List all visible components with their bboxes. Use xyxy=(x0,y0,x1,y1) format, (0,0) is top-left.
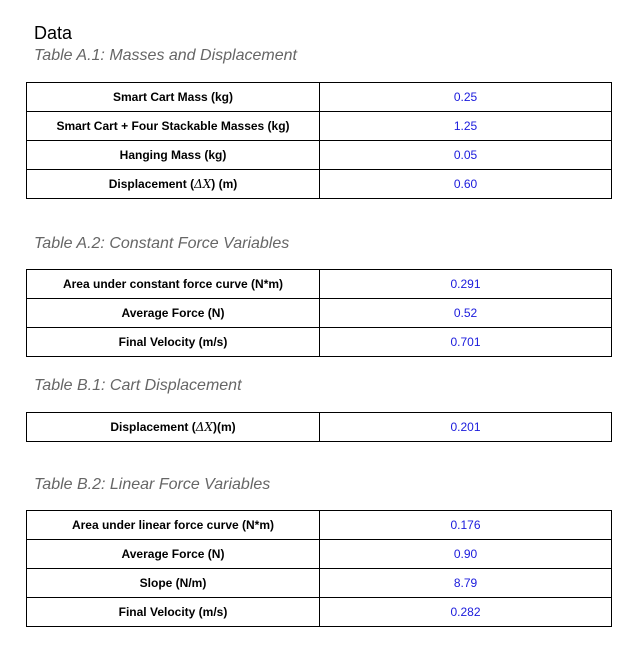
table-a1-caption: Table A.1: Masses and Displacement xyxy=(34,47,297,64)
row-value: 0.52 xyxy=(320,299,612,328)
label-text: ) (m) xyxy=(211,177,238,191)
table-row xyxy=(27,170,612,199)
row-label: Average Force (N) xyxy=(27,299,320,328)
table-row xyxy=(27,569,612,598)
label-text: Displacement ( xyxy=(108,177,195,191)
row-label: Area under constant force curve (N*m) xyxy=(27,270,320,299)
label-text: Displacement ( xyxy=(110,420,196,434)
row-value: 0.282 xyxy=(320,598,612,627)
table-row xyxy=(27,112,612,141)
label-text: )(m) xyxy=(212,420,236,434)
delta-x-symbol: ΔX xyxy=(195,420,213,434)
row-value: 0.176 xyxy=(320,511,612,540)
table-b1-caption: Table B.1: Cart Displacement xyxy=(34,377,242,394)
row-value: 0.701 xyxy=(320,328,612,357)
row-label: Final Velocity (m/s) xyxy=(27,598,320,627)
row-value: 0.201 xyxy=(320,413,612,442)
row-label xyxy=(27,413,320,442)
row-value: 0.90 xyxy=(320,540,612,569)
table-row xyxy=(27,413,612,442)
row-value: 8.79 xyxy=(320,569,612,598)
delta-x-symbol: ΔX xyxy=(194,177,212,191)
table-row xyxy=(27,598,612,627)
table-row xyxy=(27,328,612,357)
table-row xyxy=(27,141,612,170)
row-value: 0.291 xyxy=(320,270,612,299)
table-a1 xyxy=(26,82,612,199)
table-row xyxy=(27,511,612,540)
table-row xyxy=(27,83,612,112)
row-value: 0.25 xyxy=(320,83,612,112)
row-value: 0.05 xyxy=(320,141,612,170)
table-row xyxy=(27,270,612,299)
row-label: Average Force (N) xyxy=(27,540,320,569)
table-row xyxy=(27,299,612,328)
row-value: 0.60 xyxy=(320,170,612,199)
row-label: Hanging Mass (kg) xyxy=(27,141,320,170)
row-label xyxy=(27,170,320,199)
table-b1 xyxy=(26,412,612,442)
row-label: Final Velocity (m/s) xyxy=(27,328,320,357)
table-a2-caption: Table A.2: Constant Force Variables xyxy=(34,235,290,252)
data-heading: Data xyxy=(34,23,73,43)
row-label: Area under linear force curve (N*m) xyxy=(27,511,320,540)
row-label: Smart Cart + Four Stackable Masses (kg) xyxy=(27,112,320,141)
table-a2 xyxy=(26,269,612,357)
table-b2 xyxy=(26,510,612,627)
table-row xyxy=(27,540,612,569)
table-b2-caption: Table B.2: Linear Force Variables xyxy=(34,476,271,493)
row-label: Slope (N/m) xyxy=(27,569,320,598)
row-value: 1.25 xyxy=(320,112,612,141)
row-label: Smart Cart Mass (kg) xyxy=(27,83,320,112)
